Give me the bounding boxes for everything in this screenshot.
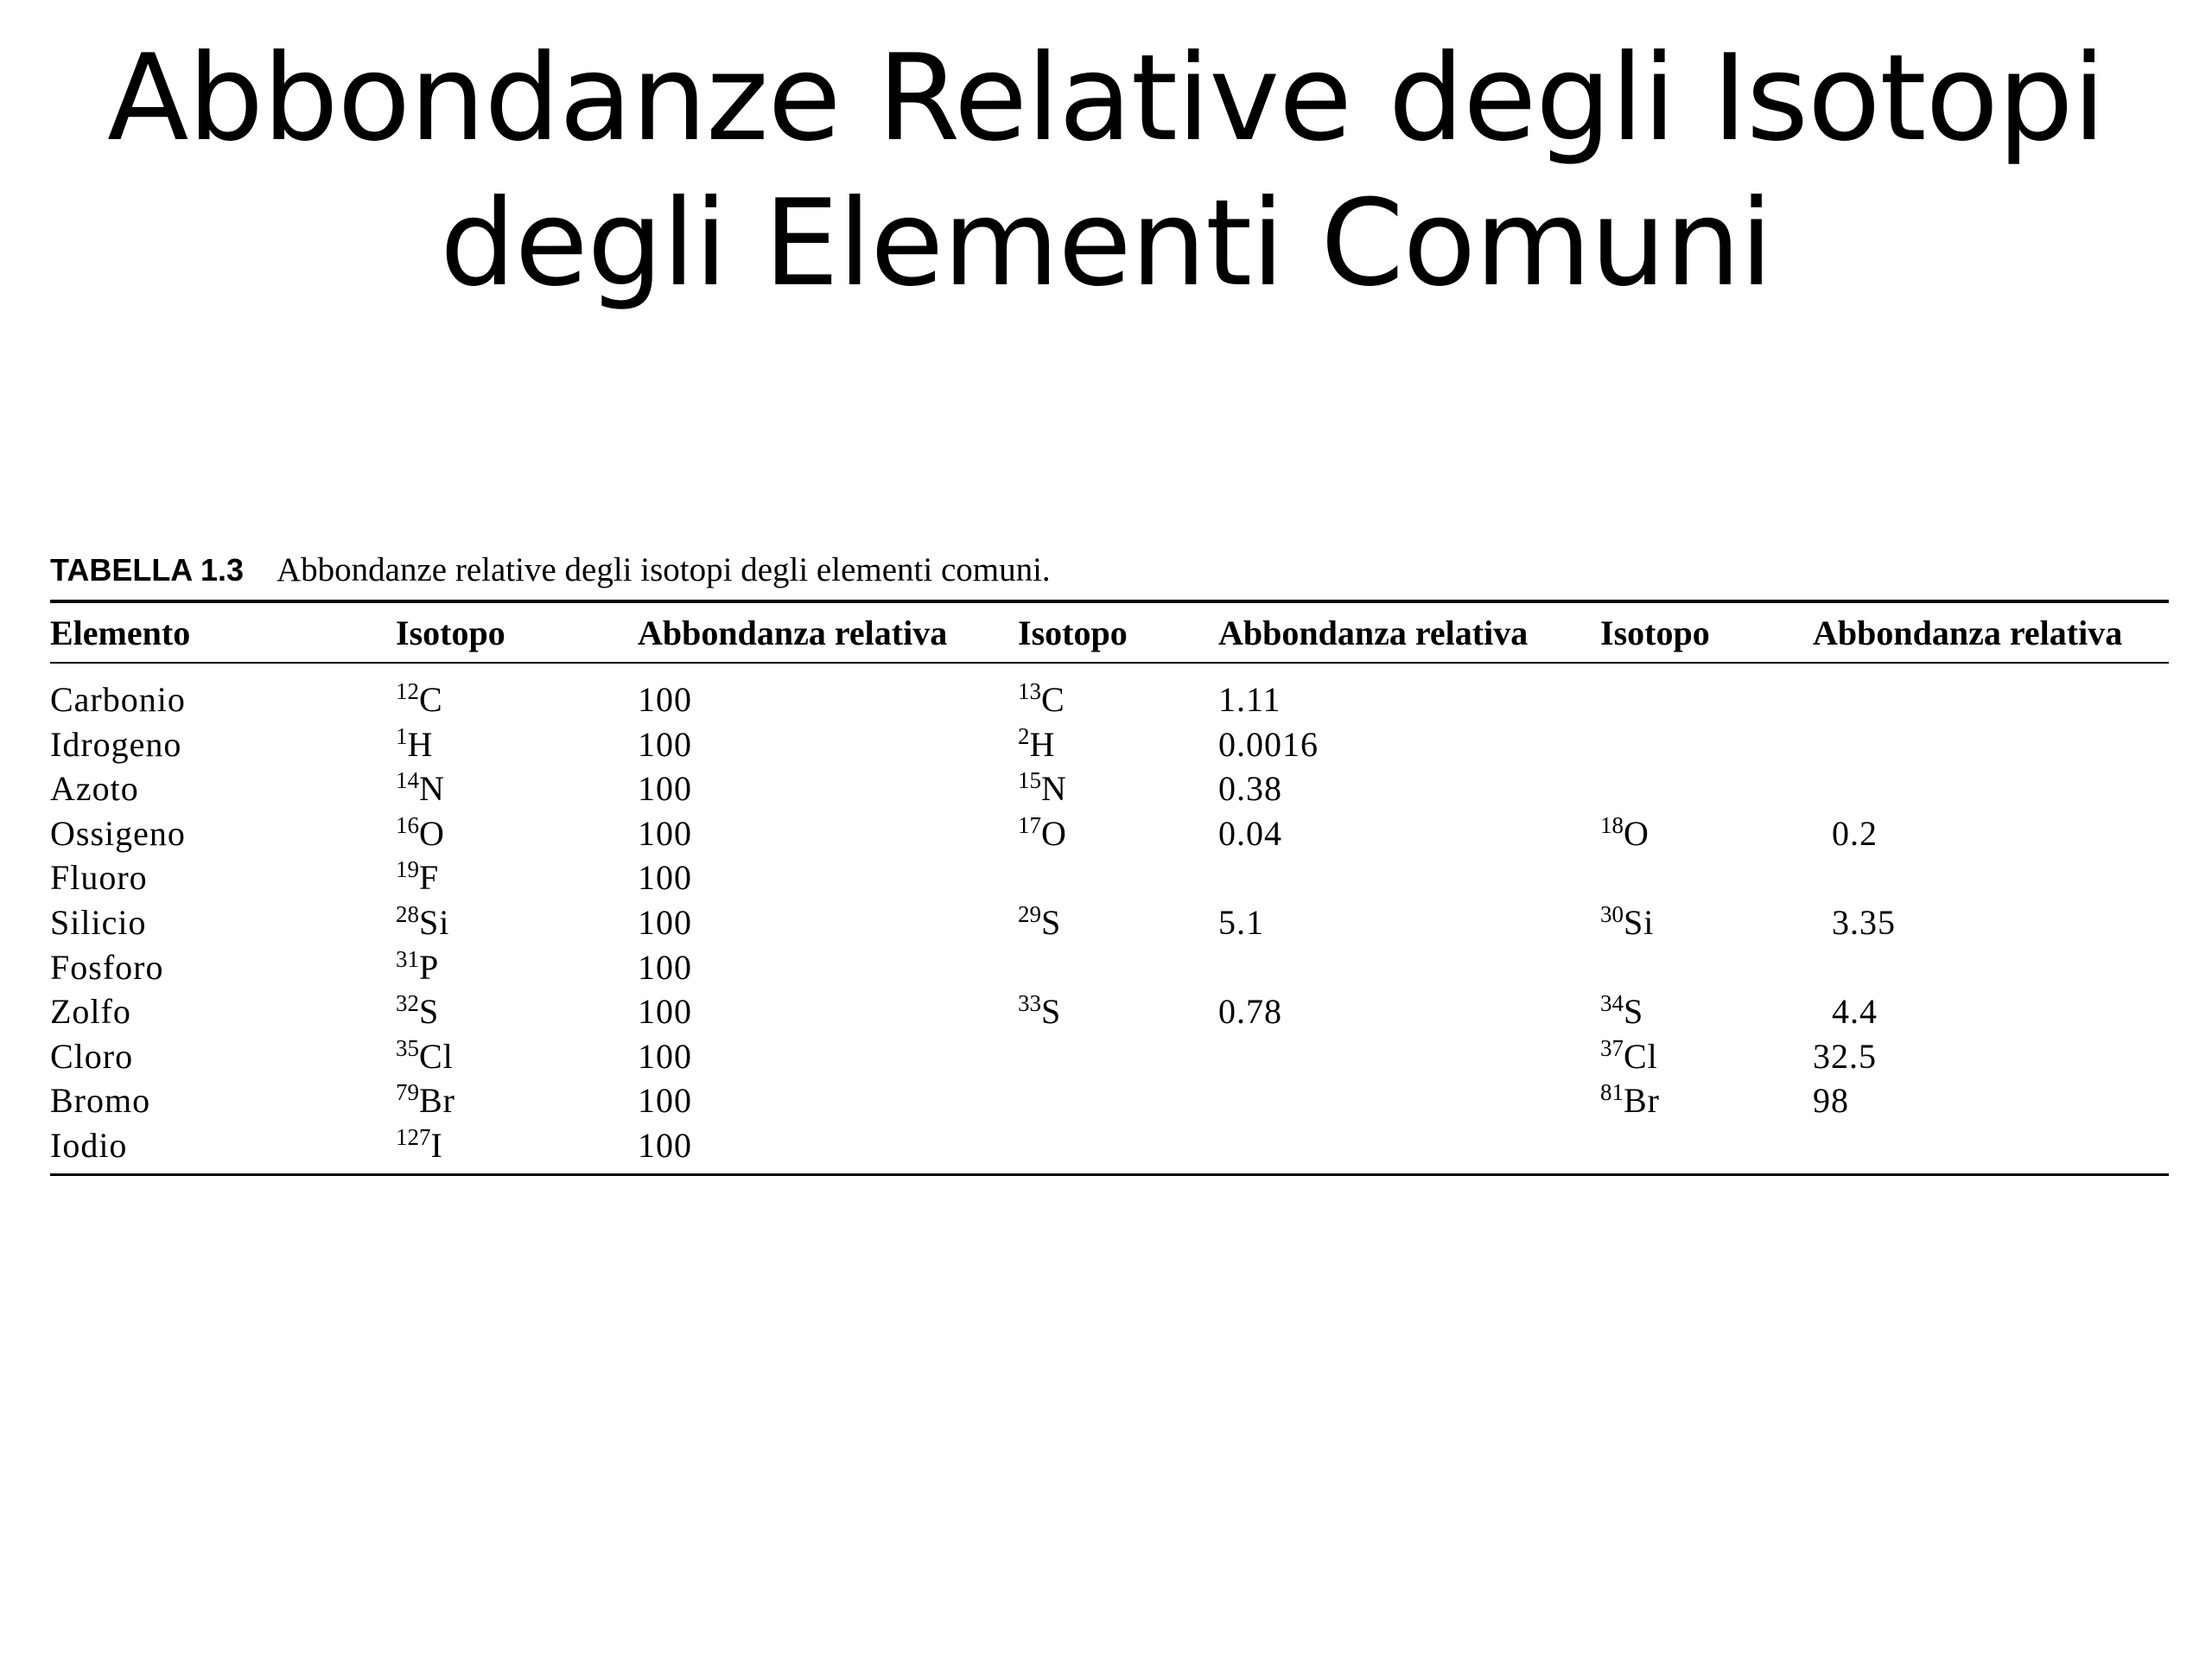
- cell-isotope-1-mass-number: 127: [396, 1123, 431, 1150]
- cell-isotope-2-mass-number: 13: [1018, 678, 1041, 704]
- cell-isotope-2-symbol: O: [1041, 813, 1067, 853]
- cell-isotope-3-symbol: Si: [1624, 902, 1655, 942]
- table-row: [50, 900, 2169, 945]
- cell-isotope-2: [1018, 811, 1218, 856]
- cell-isotope-1-symbol: S: [419, 992, 440, 1032]
- cell-abundance-3-value: 32.5: [1813, 1036, 1877, 1076]
- cell-abundance-3: [1813, 855, 2169, 900]
- cell-abundance-1: [638, 1123, 1018, 1174]
- cell-isotope-1: [396, 663, 638, 722]
- cell-abundance-1: [638, 855, 1018, 900]
- cell-abundance-2: [1218, 855, 1600, 900]
- cell-isotope-2-mass-number: 17: [1018, 811, 1041, 838]
- cell-element: [50, 855, 396, 900]
- cell-isotope-3: [1600, 1078, 1813, 1123]
- cell-abundance-3-value: 3.35: [1832, 902, 1896, 942]
- cell-isotope-3: [1600, 945, 1813, 990]
- cell-abundance-2-value: 1.11: [1218, 680, 1281, 719]
- cell-abundance-3-value: 98: [1813, 1081, 1849, 1121]
- cell-abundance-1: [638, 663, 1018, 722]
- cell-isotope-1: [396, 766, 638, 811]
- slide-title: [0, 26, 2212, 316]
- cell-isotope-1: [396, 1078, 638, 1123]
- header-abbondanza-2: Abbondanza relativa: [1218, 601, 1600, 663]
- cell-abundance-2: [1218, 1034, 1600, 1079]
- cell-isotope-2: [1018, 1078, 1218, 1123]
- cell-isotope-2: [1018, 1034, 1218, 1079]
- cell-element-value: Idrogeno: [50, 724, 182, 764]
- cell-isotope-1-symbol: N: [419, 769, 445, 809]
- header-abbondanza-1: Abbondanza relativa: [638, 601, 1018, 663]
- cell-isotope-2: [1018, 663, 1218, 722]
- cell-element: [50, 989, 396, 1034]
- table-row: [50, 1123, 2169, 1174]
- cell-isotope-1-symbol: P: [419, 947, 440, 987]
- cell-element-value: Iodio: [50, 1125, 128, 1165]
- cell-abundance-2: [1218, 900, 1600, 945]
- cell-element: [50, 900, 396, 945]
- cell-element: [50, 1034, 396, 1079]
- cell-abundance-2: [1218, 1078, 1600, 1123]
- cell-isotope-1-mass-number: 28: [396, 900, 419, 927]
- slide-title-line-1: Abbondanze Relative degli Isotopi: [107, 29, 2105, 168]
- cell-abundance-3: [1813, 1078, 2169, 1123]
- table-caption-text: Abbondanze relative degli isotopi degli elementi comuni.: [276, 551, 1051, 588]
- table-body: [50, 663, 2169, 1174]
- cell-isotope-1-symbol: Br: [419, 1081, 455, 1121]
- cell-isotope-3-symbol: S: [1624, 992, 1644, 1032]
- isotope-table-block: [50, 544, 2169, 1176]
- cell-isotope-2: [1018, 900, 1218, 945]
- header-abbondanza-3: Abbondanza relativa: [1813, 601, 2169, 663]
- cell-isotope-2-symbol: H: [1029, 724, 1056, 764]
- cell-abundance-1-value: 100: [638, 947, 692, 987]
- cell-abundance-3: [1813, 1034, 2169, 1079]
- cell-element-value: Fluoro: [50, 858, 148, 898]
- cell-abundance-2: [1218, 811, 1600, 856]
- table-caption-label: TABELLA 1.3: [50, 552, 245, 588]
- cell-abundance-1: [638, 722, 1018, 767]
- cell-element-value: Ossigeno: [50, 813, 186, 853]
- cell-isotope-3: [1600, 900, 1813, 945]
- cell-isotope-3-symbol: O: [1624, 813, 1649, 853]
- cell-isotope-3-mass-number: 81: [1600, 1079, 1624, 1106]
- header-elemento: Elemento: [50, 601, 396, 663]
- cell-isotope-2: [1018, 722, 1218, 767]
- table-row: [50, 1034, 2169, 1079]
- cell-abundance-3: [1813, 900, 2169, 945]
- cell-element-value: Cloro: [50, 1036, 134, 1076]
- cell-abundance-1-value: 100: [638, 1036, 692, 1076]
- table-row: [50, 722, 2169, 767]
- cell-element-value: Silicio: [50, 902, 147, 942]
- table-row: [50, 811, 2169, 856]
- cell-isotope-1-symbol: I: [430, 1125, 443, 1165]
- cell-isotope-3: [1600, 722, 1813, 767]
- cell-isotope-1-symbol: Si: [419, 902, 450, 942]
- cell-abundance-1-value: 100: [638, 992, 692, 1032]
- cell-isotope-2-mass-number: 29: [1018, 900, 1041, 927]
- cell-isotope-1-mass-number: 12: [396, 678, 419, 704]
- cell-abundance-2: [1218, 766, 1600, 811]
- cell-element: [50, 811, 396, 856]
- cell-isotope-2-mass-number: 33: [1018, 990, 1041, 1017]
- table-row: [50, 945, 2169, 990]
- cell-abundance-1-value: 100: [638, 724, 692, 764]
- cell-abundance-1: [638, 1078, 1018, 1123]
- cell-isotope-1: [396, 945, 638, 990]
- cell-isotope-3-mass-number: 18: [1600, 811, 1624, 838]
- cell-isotope-2: [1018, 989, 1218, 1034]
- cell-abundance-2-value: 0.78: [1218, 992, 1282, 1032]
- cell-abundance-3-value: 4.4: [1832, 992, 1878, 1032]
- cell-isotope-1: [396, 811, 638, 856]
- isotope-abundance-table: [50, 600, 2169, 1176]
- cell-abundance-1: [638, 900, 1018, 945]
- cell-isotope-3: [1600, 663, 1813, 722]
- cell-abundance-2: [1218, 722, 1600, 767]
- cell-isotope-1-symbol: Cl: [419, 1036, 454, 1076]
- cell-isotope-3-mass-number: 37: [1600, 1034, 1624, 1061]
- cell-isotope-1: [396, 855, 638, 900]
- table-row: [50, 855, 2169, 900]
- table-caption: [50, 544, 2169, 596]
- cell-isotope-1-mass-number: 35: [396, 1034, 419, 1061]
- cell-isotope-2: [1018, 766, 1218, 811]
- cell-abundance-3: [1813, 989, 2169, 1034]
- table-row: [50, 989, 2169, 1034]
- cell-isotope-1: [396, 989, 638, 1034]
- cell-abundance-2-value: 5.1: [1218, 902, 1264, 942]
- cell-element-value: Azoto: [50, 769, 139, 809]
- cell-isotope-3: [1600, 766, 1813, 811]
- cell-element-value: Zolfo: [50, 992, 131, 1032]
- cell-isotope-1-symbol: O: [419, 813, 445, 853]
- cell-isotope-1-mass-number: 79: [396, 1079, 419, 1106]
- cell-abundance-1-value: 100: [638, 769, 692, 809]
- cell-abundance-1-value: 100: [638, 1125, 692, 1165]
- cell-isotope-2-mass-number: 15: [1018, 767, 1041, 794]
- cell-isotope-1: [396, 900, 638, 945]
- cell-element: [50, 722, 396, 767]
- cell-isotope-3: [1600, 811, 1813, 856]
- cell-abundance-1: [638, 766, 1018, 811]
- cell-isotope-1-mass-number: 31: [396, 945, 419, 972]
- cell-isotope-3-symbol: Cl: [1624, 1036, 1658, 1076]
- cell-isotope-1-symbol: H: [407, 724, 434, 764]
- cell-element: [50, 766, 396, 811]
- cell-abundance-2-value: 0.38: [1218, 769, 1282, 809]
- cell-isotope-1-mass-number: 19: [396, 856, 419, 883]
- header-isotopo-3: Isotopo: [1600, 601, 1813, 663]
- cell-isotope-2: [1018, 855, 1218, 900]
- cell-abundance-1: [638, 945, 1018, 990]
- cell-abundance-3: [1813, 663, 2169, 722]
- cell-isotope-1: [396, 722, 638, 767]
- cell-abundance-1-value: 100: [638, 902, 692, 942]
- header-isotopo-1: Isotopo: [396, 601, 638, 663]
- cell-isotope-3-mass-number: 30: [1600, 900, 1624, 927]
- cell-isotope-1-mass-number: 1: [396, 722, 408, 749]
- cell-abundance-1: [638, 811, 1018, 856]
- cell-abundance-2-value: 0.0016: [1218, 724, 1319, 764]
- cell-isotope-2-symbol: N: [1041, 769, 1067, 809]
- cell-isotope-2: [1018, 1123, 1218, 1174]
- cell-isotope-3: [1600, 855, 1813, 900]
- cell-isotope-2-symbol: S: [1041, 902, 1062, 942]
- cell-isotope-2: [1018, 945, 1218, 990]
- cell-abundance-2: [1218, 989, 1600, 1034]
- table-row: [50, 766, 2169, 811]
- cell-isotope-1-symbol: F: [419, 858, 440, 898]
- cell-abundance-3: [1813, 811, 2169, 856]
- cell-isotope-2-symbol: S: [1041, 992, 1062, 1032]
- cell-element: [50, 663, 396, 722]
- cell-abundance-2-value: 0.04: [1218, 813, 1282, 853]
- cell-abundance-3-value: 0.2: [1832, 813, 1878, 853]
- cell-isotope-3-symbol: Br: [1624, 1081, 1660, 1121]
- cell-isotope-3: [1600, 989, 1813, 1034]
- cell-element-value: Fosforo: [50, 947, 164, 987]
- table-row: [50, 663, 2169, 722]
- cell-abundance-1-value: 100: [638, 813, 692, 853]
- slide-title-line-2: degli Elementi Comuni: [440, 174, 1772, 313]
- cell-isotope-1: [396, 1123, 638, 1174]
- cell-isotope-3: [1600, 1034, 1813, 1079]
- cell-element-value: Bromo: [50, 1081, 151, 1121]
- cell-element: [50, 1123, 396, 1174]
- cell-isotope-2-symbol: C: [1041, 680, 1065, 719]
- header-isotopo-2: Isotopo: [1018, 601, 1218, 663]
- cell-abundance-1: [638, 989, 1018, 1034]
- cell-isotope-1-symbol: C: [419, 680, 443, 719]
- cell-abundance-2: [1218, 1123, 1600, 1174]
- cell-abundance-2: [1218, 663, 1600, 722]
- cell-isotope-1-mass-number: 14: [396, 767, 419, 794]
- cell-isotope-1-mass-number: 32: [396, 990, 419, 1017]
- cell-isotope-2-mass-number: 2: [1018, 722, 1030, 749]
- cell-abundance-3: [1813, 1123, 2169, 1174]
- cell-abundance-3: [1813, 722, 2169, 767]
- table-header-row: [50, 601, 2169, 663]
- cell-isotope-1-mass-number: 16: [396, 811, 419, 838]
- cell-element: [50, 945, 396, 990]
- cell-element: [50, 1078, 396, 1123]
- cell-isotope-1: [396, 1034, 638, 1079]
- cell-abundance-1-value: 100: [638, 680, 692, 719]
- table-row: [50, 1078, 2169, 1123]
- cell-isotope-3-mass-number: 34: [1600, 990, 1624, 1017]
- cell-abundance-2: [1218, 945, 1600, 990]
- cell-abundance-3: [1813, 766, 2169, 811]
- cell-element-value: Carbonio: [50, 680, 186, 719]
- cell-abundance-1-value: 100: [638, 858, 692, 898]
- cell-abundance-1-value: 100: [638, 1081, 692, 1121]
- cell-abundance-3: [1813, 945, 2169, 990]
- cell-isotope-3: [1600, 1123, 1813, 1174]
- cell-abundance-1: [638, 1034, 1018, 1079]
